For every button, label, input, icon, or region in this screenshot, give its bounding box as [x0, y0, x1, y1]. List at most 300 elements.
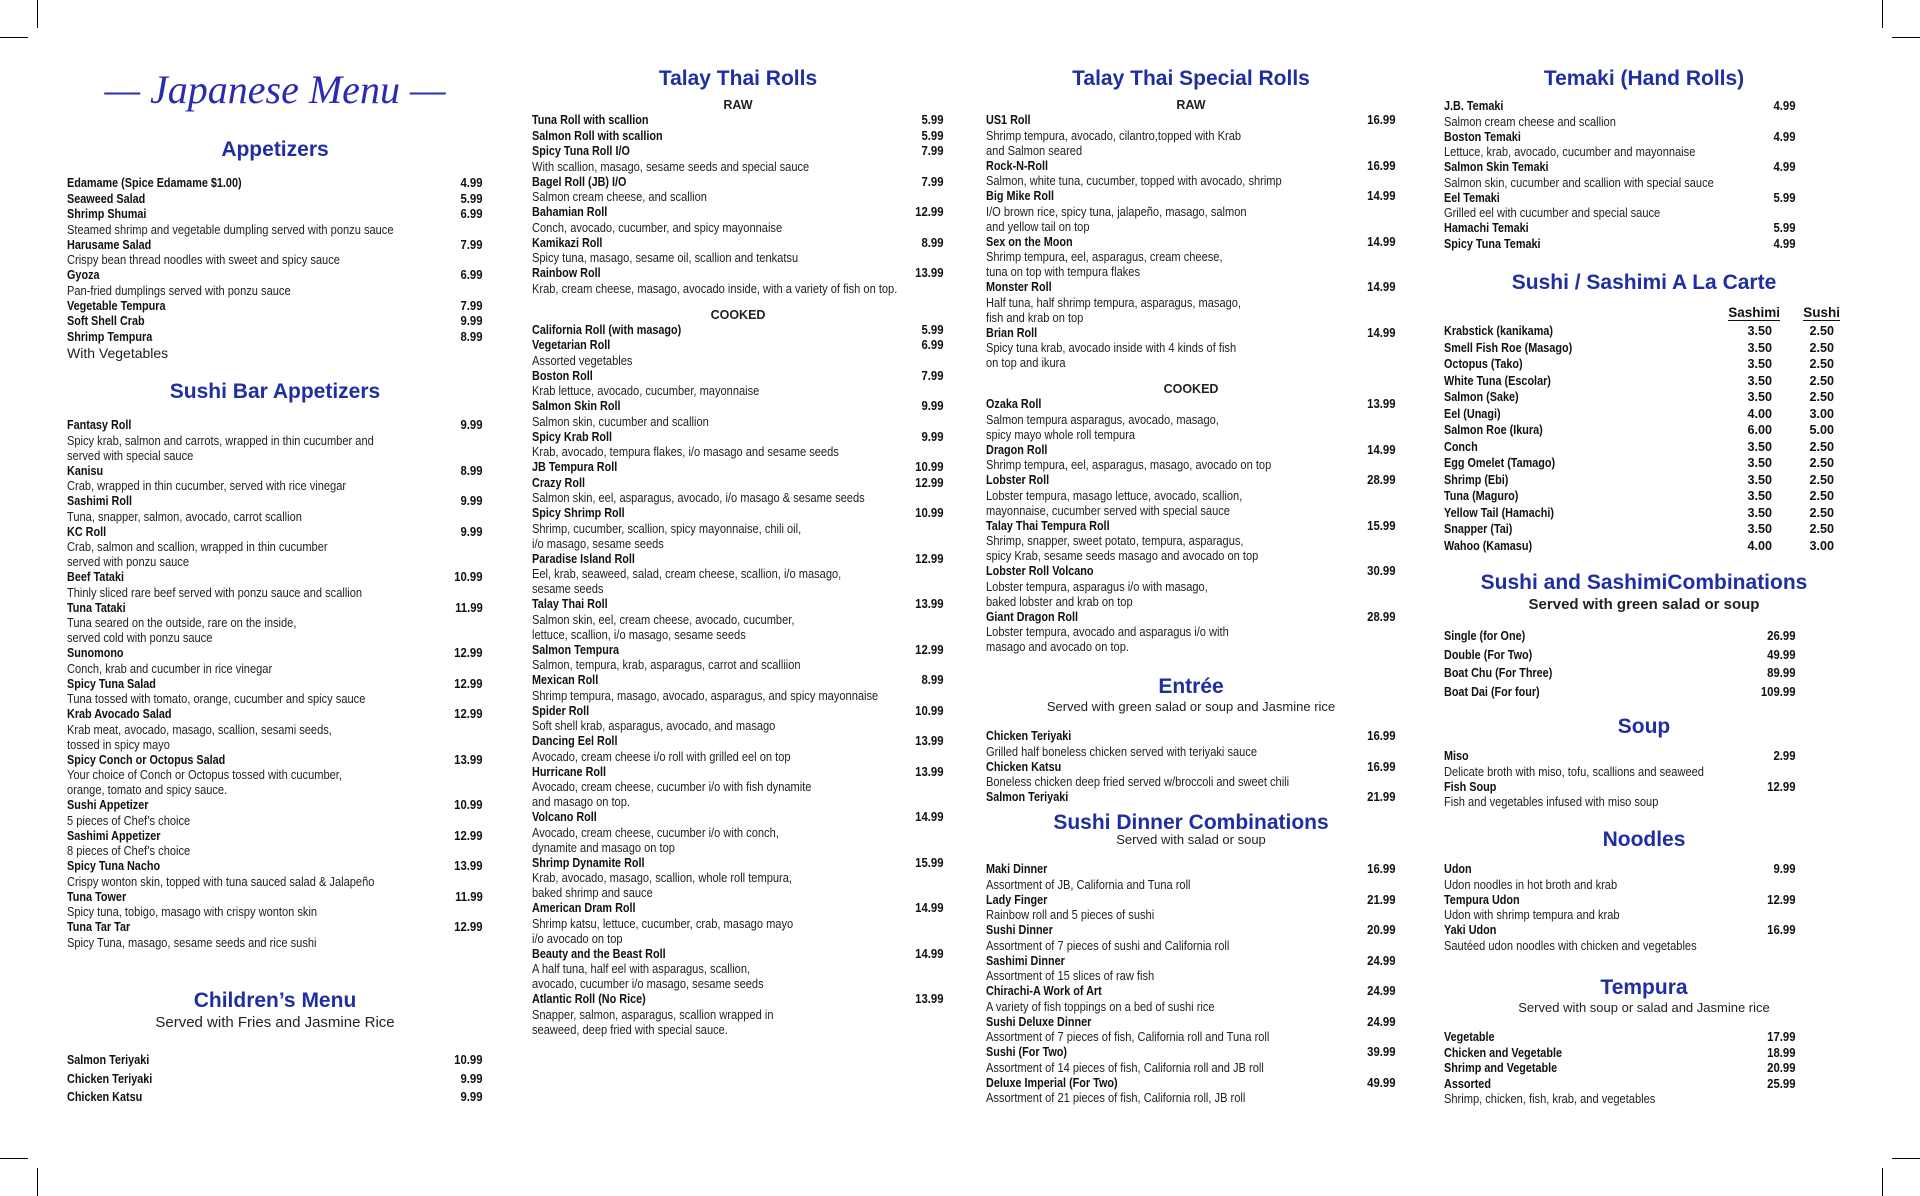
menu-item-name: California Roll (with masago): [532, 322, 682, 337]
menu-item: [1444, 893, 1844, 924]
menu-item-name: Tuna Roll with scallion: [532, 113, 649, 127]
menu-item-description: Salmon skin, cucumber and scallion: [532, 414, 709, 429]
menu-item: [532, 175, 944, 206]
menu-item-name: US1 Roll: [986, 113, 1031, 127]
menu-item-price: 16.99: [1367, 113, 1396, 127]
menu-item: [532, 856, 944, 902]
menu-item-description: seaweed, deep fried with special sauce.: [532, 1022, 728, 1037]
menu-item-price: 7.99: [460, 298, 483, 313]
cooked-label: COOKED: [710, 307, 766, 322]
menu-item-name: Chicken Teriyaki: [986, 729, 1072, 743]
sashimi-price: 3.50: [1747, 472, 1772, 487]
menu-item-price: 26.99: [1767, 629, 1796, 643]
sushi-price: 2.50: [1809, 390, 1834, 404]
special-raw-label: RAW: [1176, 98, 1206, 112]
menu-item-row: [67, 1072, 483, 1088]
menu-item-price: 12.99: [915, 475, 944, 490]
raw-label: RAW: [723, 98, 753, 112]
menu-item-price: 6.99: [460, 268, 483, 282]
menu-item: [986, 1076, 1396, 1107]
menu-item-description: i/o avocado on top: [532, 931, 623, 946]
crop-mark: [0, 37, 28, 38]
menu-item-price: 13.99: [1367, 397, 1396, 411]
menu-item-name: Spicy Shrimp Roll: [532, 506, 625, 520]
menu-item-name: Udon: [1444, 862, 1472, 876]
menu-item-name: Fantasy Roll: [67, 418, 132, 432]
menu-item-price: 16.99: [1367, 759, 1396, 774]
menu-item-price: 17.99: [1767, 1030, 1796, 1044]
menu-item-description: Shrimp tempura, masago, avocado, asparagus, and spicy mayonnaise: [532, 688, 879, 703]
menu-item-description: Pan-fried dumplings served with ponzu sauce: [67, 283, 291, 298]
menu-item-name: Crazy Roll: [532, 475, 585, 490]
menu-item-price: 10.99: [454, 1053, 483, 1067]
menu-item-description: Shrimp, cucumber, scallion, spicy mayonnaise, chili oil,: [532, 521, 802, 536]
menu-item-name: Lobster Roll Volcano: [986, 564, 1094, 578]
menu-item-description: Avocado, cream cheese, cucumber i/o with fish dynamite: [532, 780, 812, 794]
menu-item-name: Rainbow Roll: [532, 266, 601, 280]
menu-item-price: 13.99: [915, 764, 944, 779]
temaki-heading: Temaki (Hand Rolls): [1543, 67, 1745, 90]
menu-item-row: [986, 235, 1396, 251]
alacarte-row: [1444, 472, 1844, 489]
menu-item-price: 10.99: [915, 703, 944, 718]
menu-item-price: 89.99: [1767, 666, 1796, 680]
menu-item: [1444, 780, 1844, 811]
menu-item-description: Spicy tuna krab, avocado inside with 4 kinds of fish: [986, 341, 1237, 355]
menu-item-price: 7.99: [921, 368, 944, 383]
menu-item-price: 30.99: [1367, 564, 1396, 578]
menu-item-price: 5.99: [1773, 190, 1796, 205]
menu-item-price: 16.99: [1767, 923, 1796, 937]
menu-item-description: I/O brown rice, spicy tuna, jalapeño, masago, salmon: [986, 204, 1247, 219]
menu-item-name: Chicken Katsu: [67, 1090, 143, 1104]
menu-item-name: Dancing Eel Roll: [532, 734, 618, 748]
menu-item-row: [1444, 685, 1844, 701]
menu-item: [67, 1072, 483, 1088]
alacarte-row: [1444, 505, 1844, 522]
menu-item-row: [532, 236, 944, 252]
menu-item-price: 9.99: [460, 314, 483, 328]
menu-item-description: served with ponzu sauce: [67, 555, 189, 569]
menu-item: [532, 369, 944, 400]
menu-item-name: Seaweed Salad: [67, 191, 146, 206]
menu-item-row: [67, 464, 483, 480]
menu-item-row: [532, 323, 944, 339]
menu-item-name: Giant Dragon Roll: [986, 609, 1079, 624]
menu-item-name: Sushi Appetizer: [67, 798, 149, 812]
menu-item-row: [1444, 629, 1844, 645]
menu-item-description: Spicy tuna, masago, sesame oil, scallion and tenkatsu: [532, 251, 799, 265]
menu-item: [532, 399, 944, 430]
menu-item-name: Chicken Katsu: [986, 759, 1062, 774]
menu-item-name: Tuna Tower: [67, 889, 127, 904]
sushi-dinner-heading: Sushi Dinner Combinations: [1053, 811, 1329, 834]
menu-item: [532, 597, 944, 643]
menu-item-price: 12.99: [1767, 892, 1796, 907]
menu-item-row: [986, 610, 1396, 626]
menu-item-description: lettuce, scallion, i/o masago, sesame seeds: [532, 627, 746, 642]
alacarte-row: [1444, 521, 1844, 538]
menu-item-price: 12.99: [454, 828, 483, 843]
menu-item: [1444, 1030, 1844, 1046]
menu-item-description: Grilled eel with cucumber and special sauce: [1444, 206, 1661, 220]
menu-item-description: Salmon tempura asparagus, avocado, masago,: [986, 412, 1219, 427]
menu-item: [67, 192, 483, 208]
menu-item-row: [67, 677, 483, 693]
menu-item-row: [532, 113, 944, 129]
menu-item-name: Sashimi Dinner: [986, 953, 1065, 968]
menu-item-description: served cold with ponzu sauce: [67, 631, 213, 645]
menu-item: [986, 564, 1396, 610]
menu-item: [986, 235, 1396, 281]
menu-item-price: 4.99: [1773, 160, 1796, 174]
talay-thai-rolls-heading: Talay Thai Rolls: [658, 67, 818, 90]
menu-item-name: Tuna Tar Tar: [67, 920, 131, 934]
menu-item: [1444, 99, 1844, 130]
menu-item-description: Rainbow roll and 5 pieces of sushi: [986, 908, 1155, 922]
sashimi-price: 3.50: [1747, 390, 1772, 404]
sashimi-price: 4.00: [1747, 538, 1772, 553]
sashimi-column-header: Sashimi: [1728, 305, 1780, 320]
menu-item-price: 16.99: [1367, 862, 1396, 876]
menu-item-price: 39.99: [1367, 1045, 1396, 1059]
sashimi-price: 3.50: [1747, 357, 1772, 371]
menu-item-description: baked lobster and krab on top: [986, 594, 1133, 609]
menu-item-price: 6.99: [921, 338, 944, 352]
menu-item: [1444, 666, 1844, 682]
menu-item-name: Hamachi Temaki: [1444, 221, 1529, 235]
menu-item-name: Volcano Roll: [532, 810, 597, 824]
menu-item-price: 5.99: [1773, 221, 1796, 235]
menu-item-name: Big Mike Roll: [986, 189, 1055, 203]
menu-item-row: [532, 947, 944, 963]
sushi-price: 3.00: [1809, 538, 1834, 553]
menu-item-row: [532, 704, 944, 720]
menu-item-name: Boat Dai (For four): [1444, 684, 1540, 699]
menu-item-description: dynamite and masago on top: [532, 840, 675, 855]
entree-note: Served with green salad or soup and Jasmine rice: [1046, 699, 1336, 714]
menu-item-name: Sushi Deluxe Dinner: [986, 1014, 1092, 1029]
menu-item-row: [532, 597, 944, 613]
sushi-price: 3.00: [1809, 406, 1834, 421]
menu-item-description: Salmon skin, eel, cream cheese, avocado, cucumber,: [532, 612, 795, 627]
menu-item: [986, 954, 1396, 985]
menu-item-price: 7.99: [921, 144, 944, 158]
menu-item: [67, 268, 483, 299]
menu-item-row: [1444, 648, 1844, 664]
childrens-menu-note: Served with Fries and Jasmine Rice: [155, 1014, 395, 1031]
menu-item: [986, 984, 1396, 1015]
menu-item-name: Chicken Teriyaki: [67, 1071, 153, 1086]
menu-item: [67, 314, 483, 330]
menu-item-row: [67, 753, 483, 769]
menu-item: [532, 205, 944, 236]
childrens-menu-list: [67, 1053, 483, 1106]
menu-item: [67, 798, 483, 829]
menu-item-name: Bahamian Roll: [532, 205, 608, 219]
menu-item-price: 9.99: [1773, 862, 1796, 876]
menu-item-price: 14.99: [1367, 325, 1396, 340]
menu-item-name: Tempura Udon: [1444, 892, 1520, 907]
menu-item-price: 14.99: [915, 901, 944, 915]
menu-item-name: Tuna Tataki: [67, 600, 126, 615]
menu-item-name: Kanisu: [67, 463, 104, 478]
menu-item-price: 24.99: [1367, 953, 1396, 968]
menu-item-price: 20.99: [1367, 923, 1396, 937]
menu-item-description: Snapper, salmon, asparagus, scallion wrapped in: [532, 1007, 774, 1022]
menu-item: [1444, 191, 1844, 222]
menu-item-price: 12.99: [915, 642, 944, 657]
menu-item-row: [532, 476, 944, 492]
menu-item-name: Salmon Roll with scallion: [532, 128, 663, 143]
menu-item-name: Monster Roll: [986, 280, 1052, 294]
menu-item-price: 4.99: [1773, 129, 1796, 144]
alacarte-item-name: Wahoo (Kamasu): [1444, 538, 1533, 553]
menu-item: [532, 338, 944, 369]
menu-item-price: 49.99: [1767, 647, 1796, 662]
crop-mark: [37, 0, 38, 28]
alacarte-row: [1444, 323, 1844, 340]
menu-item-description: spicy Krab, sesame seeds masago and avocado on top: [986, 549, 1259, 563]
menu-item-description: A half tuna, half eel with asparagus, scallion,: [532, 962, 751, 976]
menu-item-description: Shrimp tempura, eel, asparagus, cream cheese,: [986, 250, 1223, 264]
menu-item-price: 14.99: [1367, 442, 1396, 457]
sushi-price: 2.50: [1809, 357, 1834, 371]
alacarte-row: [1444, 340, 1844, 357]
menu-item-row: [532, 992, 944, 1008]
menu-item-price: 5.99: [921, 322, 944, 337]
menu-item-description: Crispy wonton skin, topped with tuna sauced salad & Jalapeño: [67, 874, 375, 889]
menu-item-description: Krab lettuce, avocado, cucumber, mayonnaise: [532, 384, 760, 398]
entree-list: [986, 729, 1396, 806]
sushi-price: 2.50: [1809, 505, 1834, 520]
menu-item: [532, 673, 944, 704]
menu-item-description: Salmon, white tuna, cucumber, topped with avocado, shrimp: [986, 174, 1282, 188]
menu-item: [986, 760, 1396, 791]
menu-item-description: Avocado, cream cheese i/o roll with grilled eel on top: [532, 749, 791, 764]
menu-item-description: Spicy tuna, tobigo, masago with crispy wonton skin: [67, 905, 318, 919]
menu-item-row: [67, 192, 483, 208]
menu-item-name: Soft Shell Crab: [67, 314, 145, 328]
menu-item-name: Shrimp Tempura: [67, 329, 153, 344]
menu-item: [532, 765, 944, 811]
menu-item-row: [532, 856, 944, 872]
menu-item-row: [67, 314, 483, 330]
menu-item: [532, 236, 944, 267]
menu-item-name: Boston Temaki: [1444, 129, 1521, 144]
alacarte-item-name: White Tuna (Escolar): [1444, 373, 1551, 388]
menu-item-row: [532, 460, 944, 476]
menu-item-price: 9.99: [921, 399, 944, 413]
alacarte-item-name: Egg Omelet (Tamago): [1444, 456, 1556, 470]
menu-item: [532, 947, 944, 993]
menu-item-name: Sex on the Moon: [986, 234, 1073, 249]
menu-item-row: [532, 399, 944, 415]
menu-item-row: [532, 129, 944, 145]
menu-title: — Japanese Menu —: [104, 67, 446, 112]
menu-item-price: 24.99: [1367, 984, 1396, 998]
menu-item: [986, 443, 1396, 474]
menu-item-name: Bagel Roll (JB) I/O: [532, 174, 627, 189]
menu-item: [986, 893, 1396, 924]
menu-item-price: 18.99: [1767, 1045, 1796, 1060]
menu-item-description: mayonnaise, cucumber served with special sauce: [986, 503, 1230, 518]
menu-item-row: [67, 268, 483, 284]
menu-item: [532, 810, 944, 856]
menu-item-description: Half tuna, half shrimp tempura, asparagus, masago,: [986, 295, 1242, 310]
menu-item-price: 21.99: [1367, 892, 1396, 907]
menu-item-description: avocado, cucumber i/o masago, sesame seeds: [532, 977, 764, 991]
menu-item-name: Chirachi-A Work of Art: [986, 984, 1102, 998]
menu-item-description: Shrimp tempura, avocado, cilantro,topped with Krab: [986, 128, 1242, 143]
menu-item-name: Salmon Skin Roll: [532, 399, 621, 413]
menu-item-name: Boat Chu (For Three): [1444, 666, 1553, 680]
menu-item-name: Shrimp Dynamite Roll: [532, 855, 645, 870]
menu-item-description: 5 pieces of Chef’s choice: [67, 813, 191, 828]
menu-item-price: 7.99: [460, 237, 483, 252]
menu-item-description: Steamed shrimp and vegetable dumpling served with ponzu sauce: [67, 222, 394, 237]
menu-item-name: Mexican Roll: [532, 673, 599, 687]
menu-item-row: [986, 473, 1396, 489]
menu-item-row: [1444, 893, 1844, 909]
menu-item-name: Spicy Tuna Salad: [67, 676, 156, 691]
menu-item-description: Lobster tempura, masago lettuce, avocado, scallion,: [986, 488, 1243, 503]
menu-item-name: Kamikazi Roll: [532, 235, 603, 250]
menu-item-name: Hurricane Roll: [532, 764, 607, 779]
appetizers-heading: Appetizers: [221, 138, 329, 161]
menu-item-row: [1444, 923, 1844, 939]
menu-item-description: 8 pieces of Chef’s choice: [67, 844, 191, 858]
menu-item: [532, 734, 944, 765]
menu-item: [67, 525, 483, 571]
menu-item-price: 11.99: [455, 600, 483, 615]
menu-item: [532, 901, 944, 947]
combos-list: [1444, 629, 1844, 700]
menu-item: [986, 189, 1396, 235]
menu-item-price: 5.99: [921, 113, 944, 127]
sushi-price: 2.50: [1809, 439, 1834, 454]
sushi-price: 2.50: [1809, 324, 1834, 338]
menu-item-price: 8.99: [921, 673, 944, 687]
alacarte-item-name: Octopus (Tako): [1444, 357, 1523, 371]
menu-item-description: Assorted vegetables: [532, 353, 633, 368]
menu-item-description: served with special sauce: [67, 448, 194, 463]
menu-item-price: 13.99: [454, 859, 483, 873]
menu-item-name: Shrimp Shumai: [67, 207, 147, 221]
menu-item: [67, 1090, 483, 1106]
sushi-price: 2.50: [1809, 340, 1834, 355]
menu-item: [986, 280, 1396, 326]
menu-item-description: Salmon skin, eel, asparagus, avocado, i/o masago & sesame seeds: [532, 491, 865, 505]
menu-item: [67, 494, 483, 525]
menu-item-price: 12.99: [454, 707, 483, 721]
menu-item-price: 15.99: [915, 855, 944, 870]
alacarte-row: [1444, 439, 1844, 456]
alacarte-item-name: Smell Fish Roe (Masago): [1444, 340, 1573, 355]
menu-item-row: [986, 1015, 1396, 1031]
menu-item-row: [1444, 160, 1844, 176]
menu-item-price: 13.99: [454, 752, 483, 767]
menu-item-price: 14.99: [915, 810, 944, 824]
menu-item: [67, 601, 483, 647]
menu-item: [986, 862, 1396, 893]
menu-item-row: [1444, 780, 1844, 796]
menu-item-row: [1444, 130, 1844, 146]
menu-item-row: [986, 954, 1396, 970]
menu-item-description: and masago on top.: [532, 795, 630, 809]
menu-item-price: 11.99: [455, 889, 483, 904]
alacarte-item-name: Shrimp (Ebi): [1444, 472, 1509, 487]
sashimi-price: 3.50: [1747, 522, 1772, 536]
menu-item-description: Spicy Tuna, masago, sesame seeds and rice sushi: [67, 935, 317, 950]
menu-item-price: 14.99: [1367, 280, 1396, 294]
menu-item: [532, 476, 944, 507]
sushi-dinner-list: [986, 862, 1396, 1106]
menu-item: [67, 707, 483, 753]
menu-item-price: 8.99: [460, 463, 483, 478]
sashimi-price: 3.50: [1747, 505, 1772, 520]
crop-mark: [1882, 0, 1883, 28]
menu-item-row: [532, 430, 944, 446]
menu-item-row: [532, 552, 944, 568]
menu-item-name: Shrimp and Vegetable: [1444, 1061, 1558, 1075]
sashimi-price: 4.00: [1747, 406, 1772, 421]
menu-item-row: [67, 418, 483, 434]
menu-item-row: [986, 564, 1396, 580]
sashimi-price: 3.50: [1747, 324, 1772, 338]
menu-item-row: [986, 1076, 1396, 1092]
menu-item-description: tossed in spicy mayo: [67, 737, 170, 752]
menu-item-description: Krab, avocado, masago, scallion, whole roll tempura,: [532, 871, 792, 885]
menu-item-description: Crispy bean thread noodles with sweet and spicy sauce: [67, 253, 340, 267]
menu-item-name: Dragon Roll: [986, 442, 1048, 457]
menu-item-description: and Salmon seared: [986, 143, 1083, 158]
menu-item-description: Shrimp, chicken, fish, krab, and vegetables: [1444, 1092, 1656, 1106]
menu-item-name: Vegetarian Roll: [532, 338, 611, 352]
menu-item-name: Talay Thai Roll: [532, 597, 608, 611]
menu-item-row: [532, 901, 944, 917]
menu-item-name: Spicy Tuna Nacho: [67, 859, 161, 873]
menu-item-description: Udon noodles in hot broth and krab: [1444, 877, 1618, 892]
menu-item-price: 25.99: [1767, 1076, 1796, 1091]
sushi-price: 2.50: [1809, 472, 1834, 487]
menu-item-description: Shrimp, snapper, sweet potato, tempura, asparagus,: [986, 534, 1244, 548]
menu-item-row: [1444, 1077, 1844, 1093]
menu-item-description: Avocado, cream cheese, cucumber i/o with conch,: [532, 825, 779, 840]
menu-item-price: 8.99: [921, 235, 944, 250]
menu-item: [1444, 648, 1844, 664]
menu-item: [1444, 160, 1844, 191]
menu-item-description: baked shrimp and sauce: [532, 886, 653, 900]
menu-item: [67, 829, 483, 860]
menu-item-price: 109.99: [1761, 684, 1796, 699]
menu-item-row: [532, 144, 944, 160]
menu-item-price: 6.99: [460, 207, 483, 221]
menu-item-description: Salmon skin, cucumber and scallion with special sauce: [1444, 175, 1714, 190]
menu-item-row: [67, 299, 483, 315]
menu-item-description: Udon with shrimp tempura and krab: [1444, 908, 1620, 922]
appetizers-list: [67, 176, 483, 345]
childrens-menu-heading: Children’s Menu: [193, 989, 357, 1012]
special-cooked-label: COOKED: [1163, 382, 1219, 396]
menu-item: [1444, 1077, 1844, 1108]
menu-item-price: 4.99: [460, 176, 483, 190]
sushi-dinner-note: Served with salad or soup: [1116, 832, 1266, 847]
menu-item-description: tuna on top with tempura flakes: [986, 265, 1141, 279]
alacarte-list: [1444, 323, 1844, 554]
menu-item: [532, 460, 944, 476]
menu-item: [1444, 629, 1844, 645]
